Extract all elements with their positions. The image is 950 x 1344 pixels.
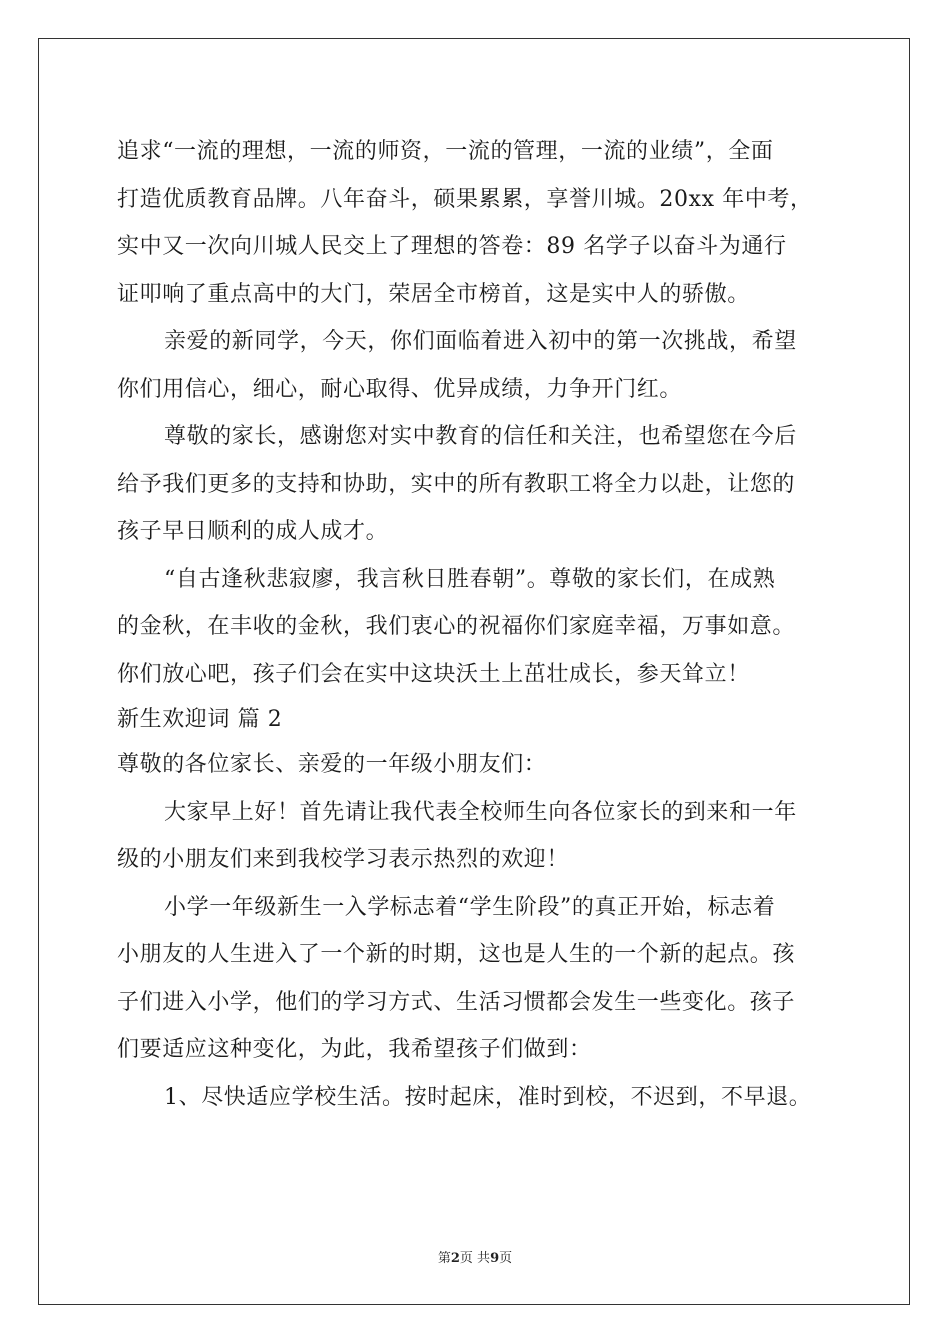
section-heading: 新生欢迎词 篇 2 [117,707,283,732]
text-line: 级的小朋友们来到我校学习表示热烈的欢迎！ [117,847,570,872]
text-line: 打造优质教育品牌。八年奋斗，硕果累累，享誉川城。20xx 年中考， [117,186,813,212]
text-line: 实中又一次向川城人民交上了理想的答卷：89 名学子以奋斗为通行 [117,234,787,259]
text-line: “自古逢秋悲寂廖，我言秋日胜春朝”。尊敬的家长们，在成熟 [164,566,776,592]
footer-mid: 页 共 [459,1251,491,1266]
footer-prefix: 第 [437,1251,451,1266]
text-line: 孩子早日顺利的成人成才。 [117,519,389,544]
page-footer [0,1247,950,1266]
text-line: 小朋友的人生进入了一个新的时期，这也是人生的一个新的起点。孩 [117,942,796,967]
text-line: 尊敬的家长，感谢您对实中教育的信任和关注，也希望您在今后 [164,424,797,449]
text-line: 你们放心吧，孩子们会在实中这块沃土上茁壮成长，参天耸立！ [117,661,750,687]
salutation: 尊敬的各位家长、亲爱的一年级小朋友们： [117,752,547,777]
document-body [117,128,847,1121]
text-line: 子们进入小学，他们的学习方式、生活习惯都会发生一些变化。孩子 [117,989,796,1015]
text-line: 小学一年级新生一入学标志着“学生阶段”的真正开始，标志着 [164,894,776,920]
text-line: 追求“一流的理想，一流的师资，一流的管理，一流的业绩”，全面 [117,139,774,164]
text-line: 们要适应这种变化，为此，我希望孩子们做到： [117,1037,592,1062]
current-page-number: 2 [450,1251,460,1266]
text-line: 1、尽快适应学校生活。按时起床，准时到校，不迟到，不早退。 [164,1084,812,1110]
text-line: 给予我们更多的支持和协助，实中的所有教职工将全力以赴，让您的 [117,471,796,497]
footer-suffix: 页 [499,1251,513,1266]
text-line: 的金秋，在丰收的金秋，我们衷心的祝福你们家庭幸福，万事如意。 [117,614,796,639]
text-line: 你们用信心，细心，耐心取得、优异成绩，力争开门红。 [117,376,683,402]
text-line: 大家早上好！首先请让我代表全校师生向各位家长的到来和一年 [164,799,797,825]
total-pages-number: 9 [490,1251,500,1266]
text-line: 证叩响了重点高中的大门，荣居全市榜首，这是实中人的骄傲。 [117,281,750,307]
text-line: 亲爱的新同学，今天，你们面临着进入初中的第一次挑战，希望 [164,329,797,354]
